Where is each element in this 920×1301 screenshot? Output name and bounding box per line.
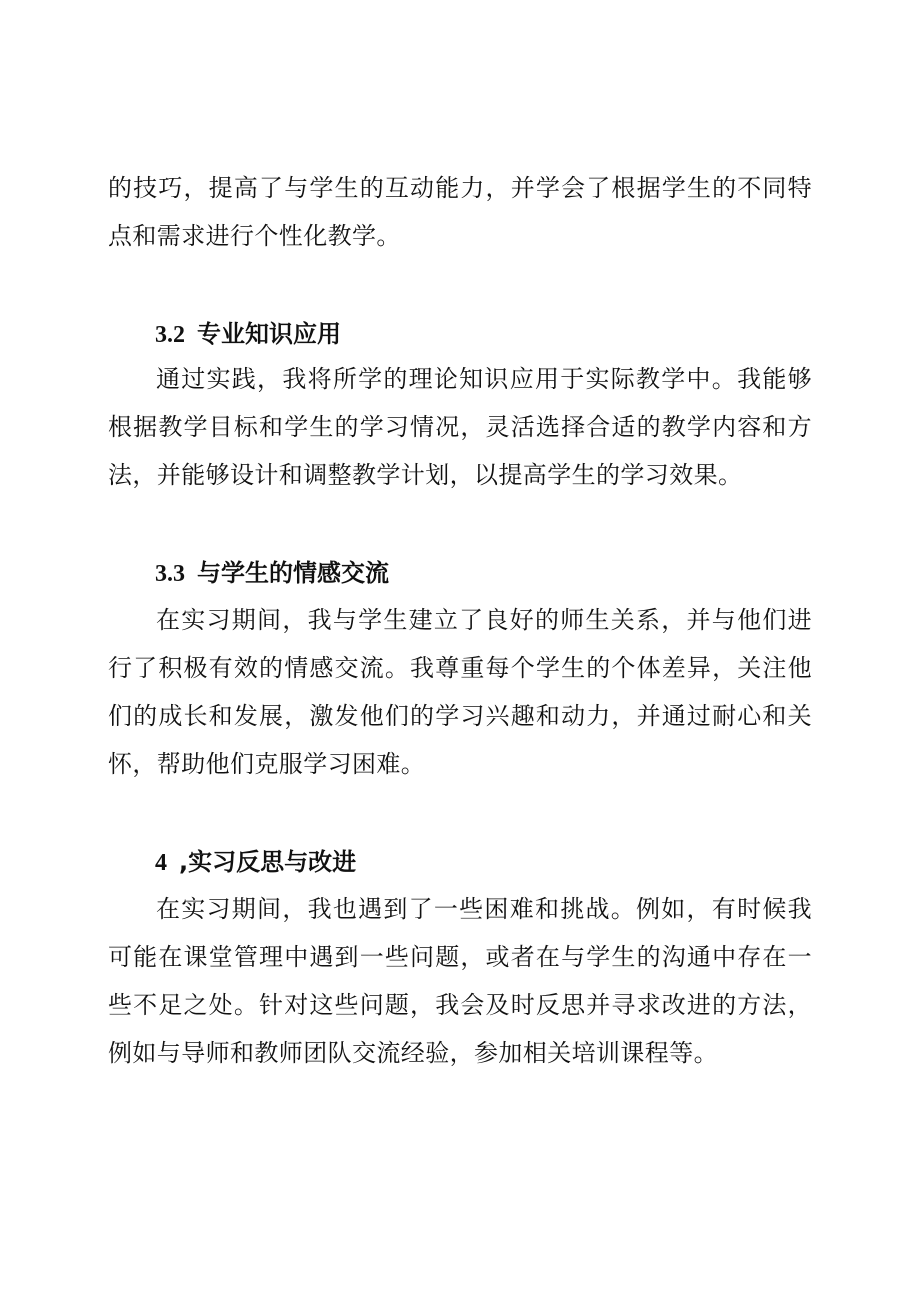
section-heading-3-3 [155, 557, 389, 590]
section-heading-4 [155, 846, 356, 879]
section-number: 4 [155, 850, 167, 876]
section-paragraph-3-3: 在实习期间，我与学生建立了良好的师生关系，并与他们进行了积极有效的情感交流。我尊重每个学生的个体差异，关注他们的成长和发展，激发他们的学习兴趣和动力，并通过耐心和关怀，帮助他们克服学习困难。 [108, 606, 812, 778]
section-number: 3.2 [155, 322, 185, 348]
section-title: ,实习反思与改进 [179, 848, 357, 876]
section-title: 与学生的情感交流 [197, 559, 389, 587]
section-heading-3-2 [155, 318, 341, 351]
intro-paragraph: 的技巧，提高了与学生的互动能力，并学会了根据学生的不同特点和需求进行个性化教学。 [108, 174, 812, 250]
section-paragraph-3-2: 通过实践，我将所学的理论知识应用于实际教学中。我能够根据教学目标和学生的学习情况，灵活选择合适的教学内容和方法，并能够设计和调整教学计划，以提高学生的学习效果。 [108, 365, 812, 489]
section-title: 专业知识应用 [197, 320, 341, 348]
section-number: 3.3 [155, 561, 185, 587]
section-paragraph-4: 在实习期间，我也遇到了一些困难和挑战。例如，有时候我可能在课堂管理中遇到一些问题，或者在与学生的沟通中存在一些不足之处。针对这些问题，我会及时反思并寻求改进的方法，例如与导师和教师团队交流经验，参加相关培训课程等。 [108, 895, 812, 1067]
